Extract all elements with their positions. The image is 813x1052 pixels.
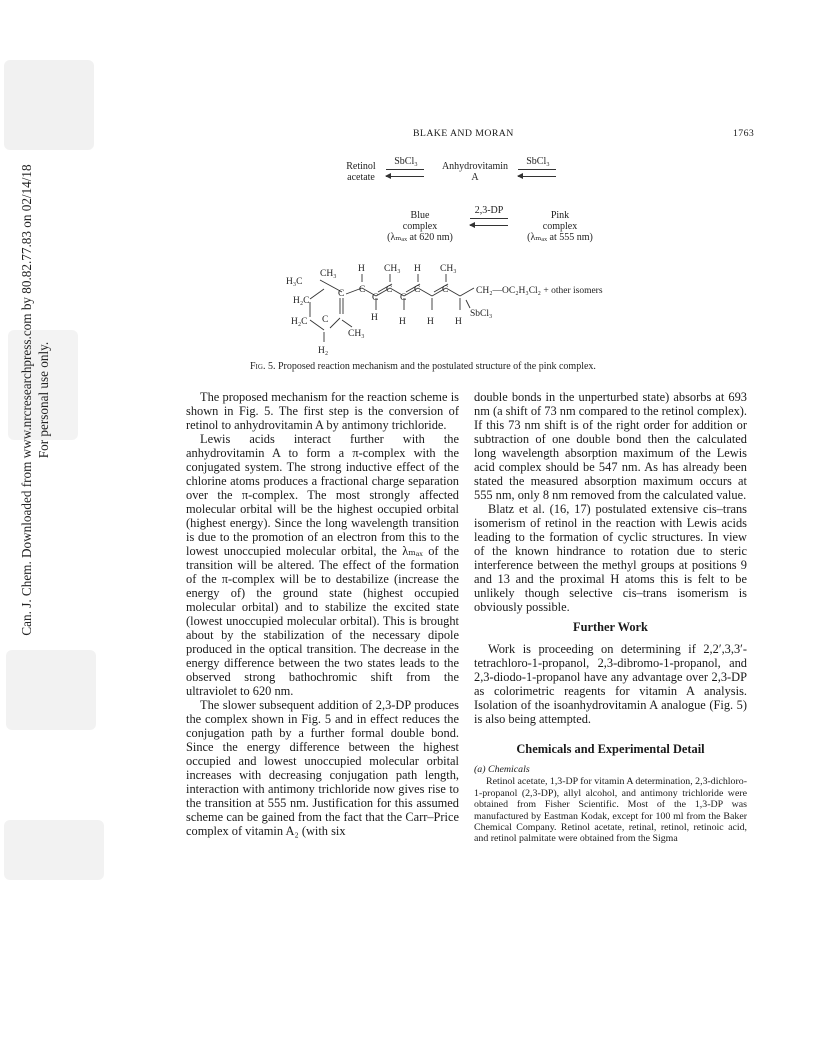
figure-caption-text: Proposed reaction mechanism and the postulated structure of the pink complex. [277, 361, 596, 372]
sbcl3-structure-label: SbCl₃ [470, 309, 493, 319]
ring-ch3-label: CH₃ [348, 329, 365, 339]
left-paragraph-2: Lewis acids interact further with the anhydrovitamin A to form a π-complex with the conjugated system. The strong inductive effect of the chlorine atoms produces a fractional charge separation over the π-complex. The most strongly affected molecular orbital will be the highest occupied orbital (highest energy). Since the long wavelength transition is due to the promotion of an electron from this to the lowest unoccupied molecular orbital, the λₘₐₓ of the transition will be altered. The effect of the formation of the π-complex will be to destabilize (increase the energy of) the ground state (highest occupied molecular orbital) and to stabilize the excited state (lowest unoccupied molecular orbital). This is brought about by the stabilization of the necessary dipole produced in the optical transition. The decrease in the energy difference between the two states leads to the observed strong bathochromic shift from the ultraviolet to 620 nm. [186, 432, 459, 698]
pink-text: Pink [550, 210, 570, 221]
download-notice [18, 120, 66, 680]
blue-complex-label [372, 210, 468, 243]
acetate-text: acetate [347, 172, 375, 183]
h-label-top: H [358, 264, 365, 274]
chain-c-2: C [359, 285, 366, 295]
ch3-label-c: CH₃ [440, 264, 457, 274]
left-paragraph-3: The slower subsequent addition of 2,3-DP produces the complex shown in Fig. 5 and in effect reduces the conjugation path by a further formal double bond. Since the energy difference between the highest occupied and lowest unoccupied molecular orbital increases with decreasing conjugation path length, interaction with antimony trichloride now gives rise to the transition at 555 nm. Justification for this assumed scheme can be gained from the fact that the Carr–Price complex of vitamin A₂ (with six [186, 698, 459, 838]
reverse-arrow-1 [386, 176, 424, 177]
h-label-1: H [371, 313, 378, 323]
chain-c-5: C [400, 293, 407, 303]
running-head-authors: BLAKE AND MORAN [413, 128, 514, 139]
chain-c-6: C [414, 285, 421, 295]
right-paragraph-3: Work is proceeding on determining if 2,2′,3,3′-tetrachloro-1-propanol, 2,3-dibromo-1-propanol, and 2,3-diodo-1-propanol have any advantage over 2,3-DP as colorimetric reagents for vitamin A analysis. Isolation of the isoanhydrovitamin A analogue (Fig. 5) is also being attempted. [474, 642, 747, 726]
pink-complex-structure [280, 262, 700, 362]
reverse-arrow-3 [470, 225, 508, 226]
ring-c-1: C [338, 289, 345, 299]
forward-arrow-1 [386, 169, 424, 170]
reverse-arrow-2-head [517, 173, 523, 179]
right-paragraph-1: double bonds in the unperturbed state) absorbs at 693 nm (a shift of 73 nm compared to the retinol complex). If this 73 nm shift is of the right order for addition or subtraction of one double bond then the calculated long wavelength absorption maximum of the Lewis acid complex should be 547 nm. As has already been stated the measured absorption maximum occurs at 555 nm, only 8 nm removed from the calculated value. [474, 390, 747, 502]
forward-arrow-2 [518, 169, 556, 170]
pink-complex-label [512, 210, 608, 243]
chain-c-4: C [386, 285, 393, 295]
reagent-sbcl3-1: SbCl₃ [394, 156, 418, 167]
blue-complex-text: complex [402, 221, 438, 232]
figure-caption [250, 361, 690, 372]
chemicals-section [474, 764, 747, 845]
anhydrovitamin-label [430, 161, 520, 183]
ring-c-8: C [322, 315, 329, 325]
reverse-arrow-3-head [469, 222, 475, 228]
h2-label: H₂ [318, 346, 329, 356]
figure-number: Fig. 5. [250, 361, 276, 372]
h-label-2: H [399, 317, 406, 327]
chain-c-3: C [372, 293, 379, 303]
scan-smudge [4, 820, 104, 880]
download-notice-line2: For personal use only. [36, 341, 51, 459]
right-paragraph-2: Blatz et al. (16, 17) postulated extensive cis–trans isomerism of retinol in the reaction with Lewis acids leading to the formation of cyclic structures. In view of the known hindrance to rotation due to steric interference between the methyl groups at positions 9 and 13 and the proximal H atoms this is felt to be unlikely though selective cis–trans isomerism is obviously possible. [474, 502, 747, 614]
section-heading-further-work: Further Work [573, 620, 648, 634]
tail-label: CH₂—OC₂H₃Cl₂ + other isomers [476, 286, 603, 296]
subsection-heading-chemicals: (a) Chemicals [474, 764, 530, 775]
chemicals-paragraph: Retinol acetate, 1,3-DP for vitamin A determination, 2,3-dichloro-1-propanol (2,3-DP), allyl alcohol, and antimony trichloride were obtained from Fisher Scientific. Most of the 1,3-DP was manufactured by Eastman Kodak, except for 100 ml from the Baker Chemical Company. Retinol acetate, retinal, retinol, retinoic acid, and retinol palmitate were obtained from the Sigma [474, 776, 747, 845]
h-label-4: H [455, 317, 462, 327]
download-notice-line1: Can. J. Chem. Downloaded from www.nrcresearchpress.com by 80.82.77.83 on 02/14/18 [19, 164, 34, 636]
reverse-arrow-1-head [385, 173, 391, 179]
left-paragraph-1: The proposed mechanism for the reaction scheme is shown in Fig. 5. The first step is the conversion of retinol to anhydrovitamin A by antimony trichloride. [186, 390, 459, 432]
retinol-label [336, 161, 386, 183]
anhydrovitamin-text: Anhydrovitamin [441, 161, 509, 172]
pink-lambda-text: (λₘₐₓ at 555 nm) [527, 232, 593, 243]
h-label-top-b: H [414, 264, 421, 274]
left-column [186, 390, 459, 838]
ch3-label-b: CH₃ [384, 264, 401, 274]
reagent-23dp: 2,3-DP [474, 205, 504, 216]
reagent-sbcl3-2: SbCl₃ [526, 156, 550, 167]
page-number: 1763 [733, 128, 755, 139]
blue-lambda-text: (λₘₐₓ at 620 nm) [387, 232, 453, 243]
forward-arrow-3 [470, 218, 508, 219]
anhydrovitamin-a-text: A [471, 172, 479, 183]
pink-complex-text: complex [542, 221, 578, 232]
retinol-text: Retinol [346, 161, 376, 172]
right-column [474, 390, 747, 845]
h2c-bot-label: H₂C [291, 317, 308, 327]
h2c-top-label: H₂C [293, 296, 310, 306]
chain-c-7: C [442, 285, 449, 295]
blue-text: Blue [410, 210, 430, 221]
section-heading-chemicals: Chemicals and Experimental Detail [516, 742, 705, 756]
reverse-arrow-2 [518, 176, 556, 177]
ch3-label-a: CH₃ [320, 269, 337, 279]
h-label-3: H [427, 317, 434, 327]
h3c-label: H₃C [286, 277, 303, 287]
